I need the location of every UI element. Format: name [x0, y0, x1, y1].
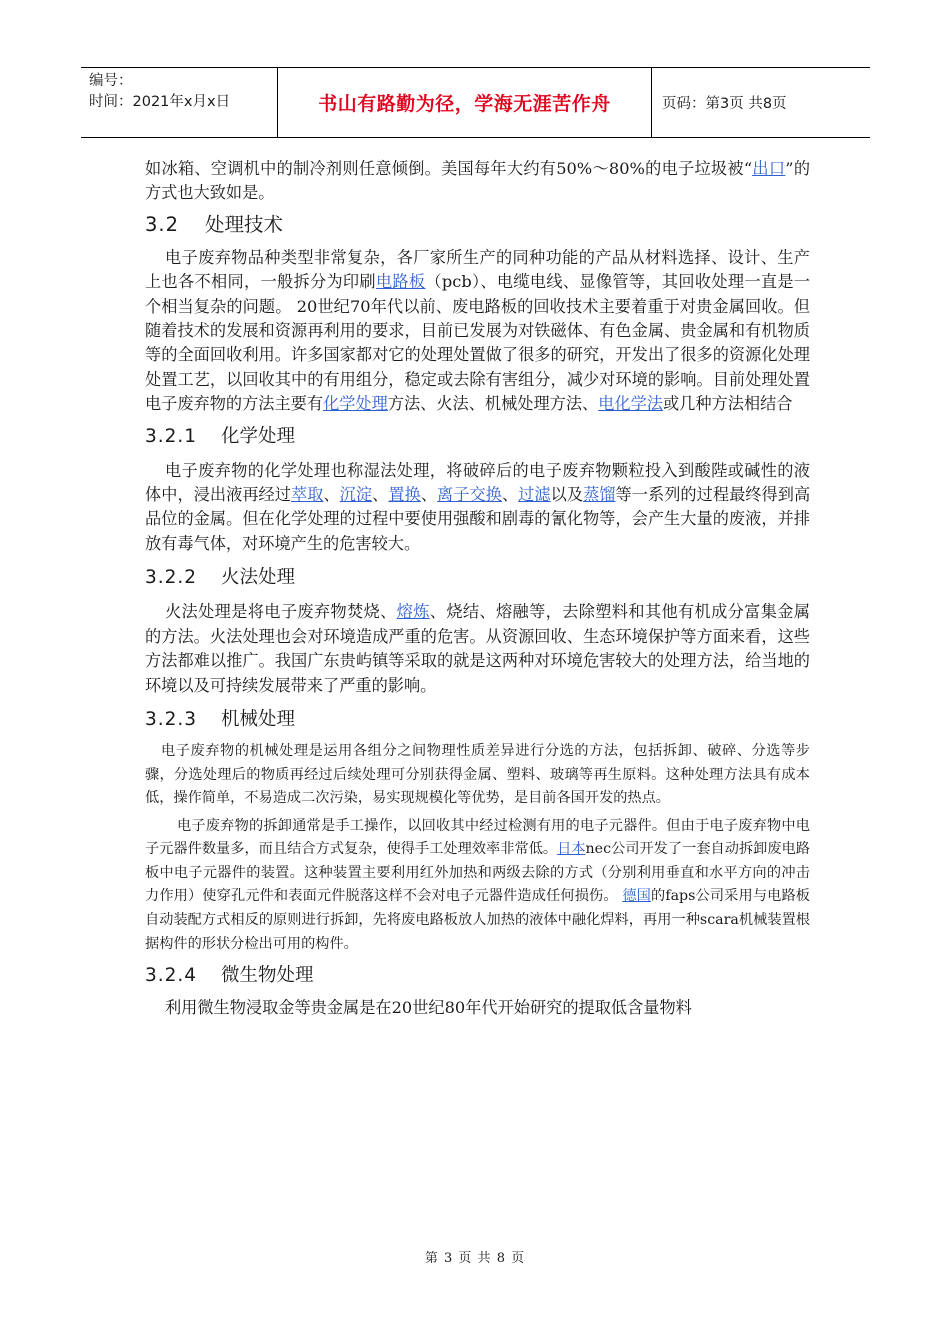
link-chemical-treatment[interactable]: 化学处理 [323, 394, 388, 414]
text-run: 等一系列的过程最终得到高品位的金属。但在化学处理的过程中要使用强酸和剧毒的氰化物等，会产生大量的废液，并排放有毒气体，对环境产生的危害较大。 [145, 485, 811, 553]
header-page-label: 页码：第3页 共8页 [662, 96, 787, 112]
text-run: 、烧结、熔融等，去除塑料和其他有机成分富集金属的方法。火法处理也会对环境造成严重的危害。从资源回收、生态环境保护等方面来看，这些方法都难以推广。我国广东贵屿镇等采取的就是这两种对环境危害较大的处理方法，给当地的环境以及可持续发展带来了严重的影响。 [145, 602, 811, 695]
text-run: 电子废弃物品种类型非常复杂，各厂家所生产的同种功能的产品从材料选择、设计、生产上也各不相同，一般拆分为印刷 [145, 247, 810, 292]
text-run: （pcb）、电缆电线、显像管等，其回收处理一直是一个相当复杂的问题。 20世纪70年代以前、废电路板的回收技术主要着重于对贵金属回收。但随着技术的发展和资源再利用的要求，目前已发展为对铁磁体、有色金属、贵金属和有机物质等的全面回收利用。许多国家都对它的处理处置做了很多的研究，开发出了很多的资源化处理处置工艺，以回收其中的有用组分，稳定或去除有害组分，减少对环境的影响。目前处理处置电子废弃物的方法主要有 [145, 272, 810, 414]
section-number: 3.2.2 [145, 567, 198, 589]
text-run: 电子废弃物的化学处理也称湿法处理，将破碎后的电子废弃物颗粒投入到酸陛或碱性的液体中，浸出液再经过 [145, 460, 810, 505]
intro-paragraph [145, 157, 810, 206]
section-number: 3.2.1 [145, 425, 198, 447]
link-japan[interactable]: 日本 [557, 841, 586, 858]
link-electrochemical[interactable]: 电化学法 [598, 394, 663, 414]
section-3-2-paragraph [145, 246, 810, 417]
text-run: nec公司开发了一套自动拆卸废电路板中电子元器件的装置。这种装置主要利用红外加热和两级去除的方式（分别利用垂直和水平方向的冲击力作用）使穿孔元件和表面元件脱落这样不会对电子元器件造成任何损伤。 [145, 841, 810, 905]
section-title: 机械处理 [221, 708, 296, 730]
section-number: 3.2.4 [145, 965, 198, 987]
header-motto-cell [278, 68, 652, 137]
link-circuit-board[interactable]: 电路板 [375, 272, 426, 292]
header-page-cell [652, 68, 870, 137]
document-body [145, 157, 810, 1021]
section-3-2-4-paragraph: 利用微生物浸取金等贵金属是在20世纪80年代开始研究的提取低含量物料 [165, 998, 692, 1018]
text-run: 火法处理是将电子废弃物焚烧、 [165, 602, 397, 622]
section-title: 微生物处理 [221, 965, 314, 987]
link-smelting[interactable]: 熔炼 [396, 602, 430, 622]
section-title: 火法处理 [221, 567, 296, 589]
section-number: 3.2.3 [145, 708, 198, 730]
separator: 、 [501, 485, 519, 505]
section-3-2-3-paragraph-1: 电子废弃物的机械处理是运用各组分之间物理性质差异进行分选的方法，包括拆卸、破碎、分选等步骤，分选处理后的物质再经过后续处理可分别获得金属、塑料、玻璃等再生原料。这种处理方法具有成本低，操作简单，不易造成二次污染，易实现规模化等优势，是目前各国开发的热点。 [145, 742, 810, 807]
section-3-2-1-paragraph [145, 459, 810, 557]
header-date-label: 时间：2021年x月x日 [89, 94, 231, 110]
link-distillation[interactable]: 蒸馏 [583, 485, 616, 505]
link-export[interactable]: 出口 [752, 159, 786, 178]
page-footer: 第 3 页 共 8 页 [424, 1251, 526, 1266]
intro-text-1: 如冰箱、空调机中的制冷剂则任意倾倒。美国每年大约有50%～80%的电子垃圾被“ [145, 159, 753, 178]
text-run: 或几种方法相结合 [663, 394, 793, 414]
section-3-2-3-paragraph-2 [145, 815, 810, 957]
section-title: 化学处理 [221, 425, 296, 447]
section-3-2-2-paragraph [145, 600, 810, 698]
text-run: 电子废弃物的拆卸通常是手工操作，以回收其中经过检测有用的电子元器件。但由于电子废弃物中电子元器件数量多，而且结合方式复杂，使得手工处理效率非常低。 [145, 817, 810, 858]
link-germany[interactable]: 德国 [622, 888, 651, 905]
section-number: 3.2 [145, 212, 180, 236]
separator: 、 [323, 485, 340, 505]
section-heading-3-2 [145, 212, 810, 238]
link-precipitation[interactable]: 沉淀 [339, 485, 373, 505]
text-run: 方法、火法、机械处理方法、 [387, 394, 599, 414]
link-filtration[interactable]: 过滤 [518, 485, 551, 505]
link-ion-exchange[interactable]: 离子交换 [437, 485, 502, 505]
text-run: 以及 [550, 485, 584, 505]
section-heading-3-2-2 [145, 566, 810, 590]
separator: 、 [420, 485, 438, 505]
section-heading-3-2-1 [145, 425, 810, 449]
link-replacement[interactable]: 置换 [388, 485, 421, 505]
page-header [81, 67, 870, 138]
section-heading-3-2-4 [145, 964, 810, 988]
header-meta [81, 68, 278, 137]
header-motto: 书山有路勤为径，学海无涯苦作舟 [318, 93, 611, 115]
section-heading-3-2-3 [145, 708, 810, 732]
link-extraction[interactable]: 萃取 [290, 485, 324, 505]
separator: 、 [372, 485, 389, 505]
section-title: 处理技术 [205, 212, 284, 236]
header-number-label: 编号： [89, 73, 133, 89]
text-run: 的faps公司采用与电路板自动装配方式相反的原则进行拆卸，先将废电路板放人加热的液体中融化焊料，再用一种scara机械装置根据构件的形状分检出可用的构件。 [145, 888, 810, 952]
intro-text-2: ”的方式也大致如是。 [145, 159, 811, 203]
